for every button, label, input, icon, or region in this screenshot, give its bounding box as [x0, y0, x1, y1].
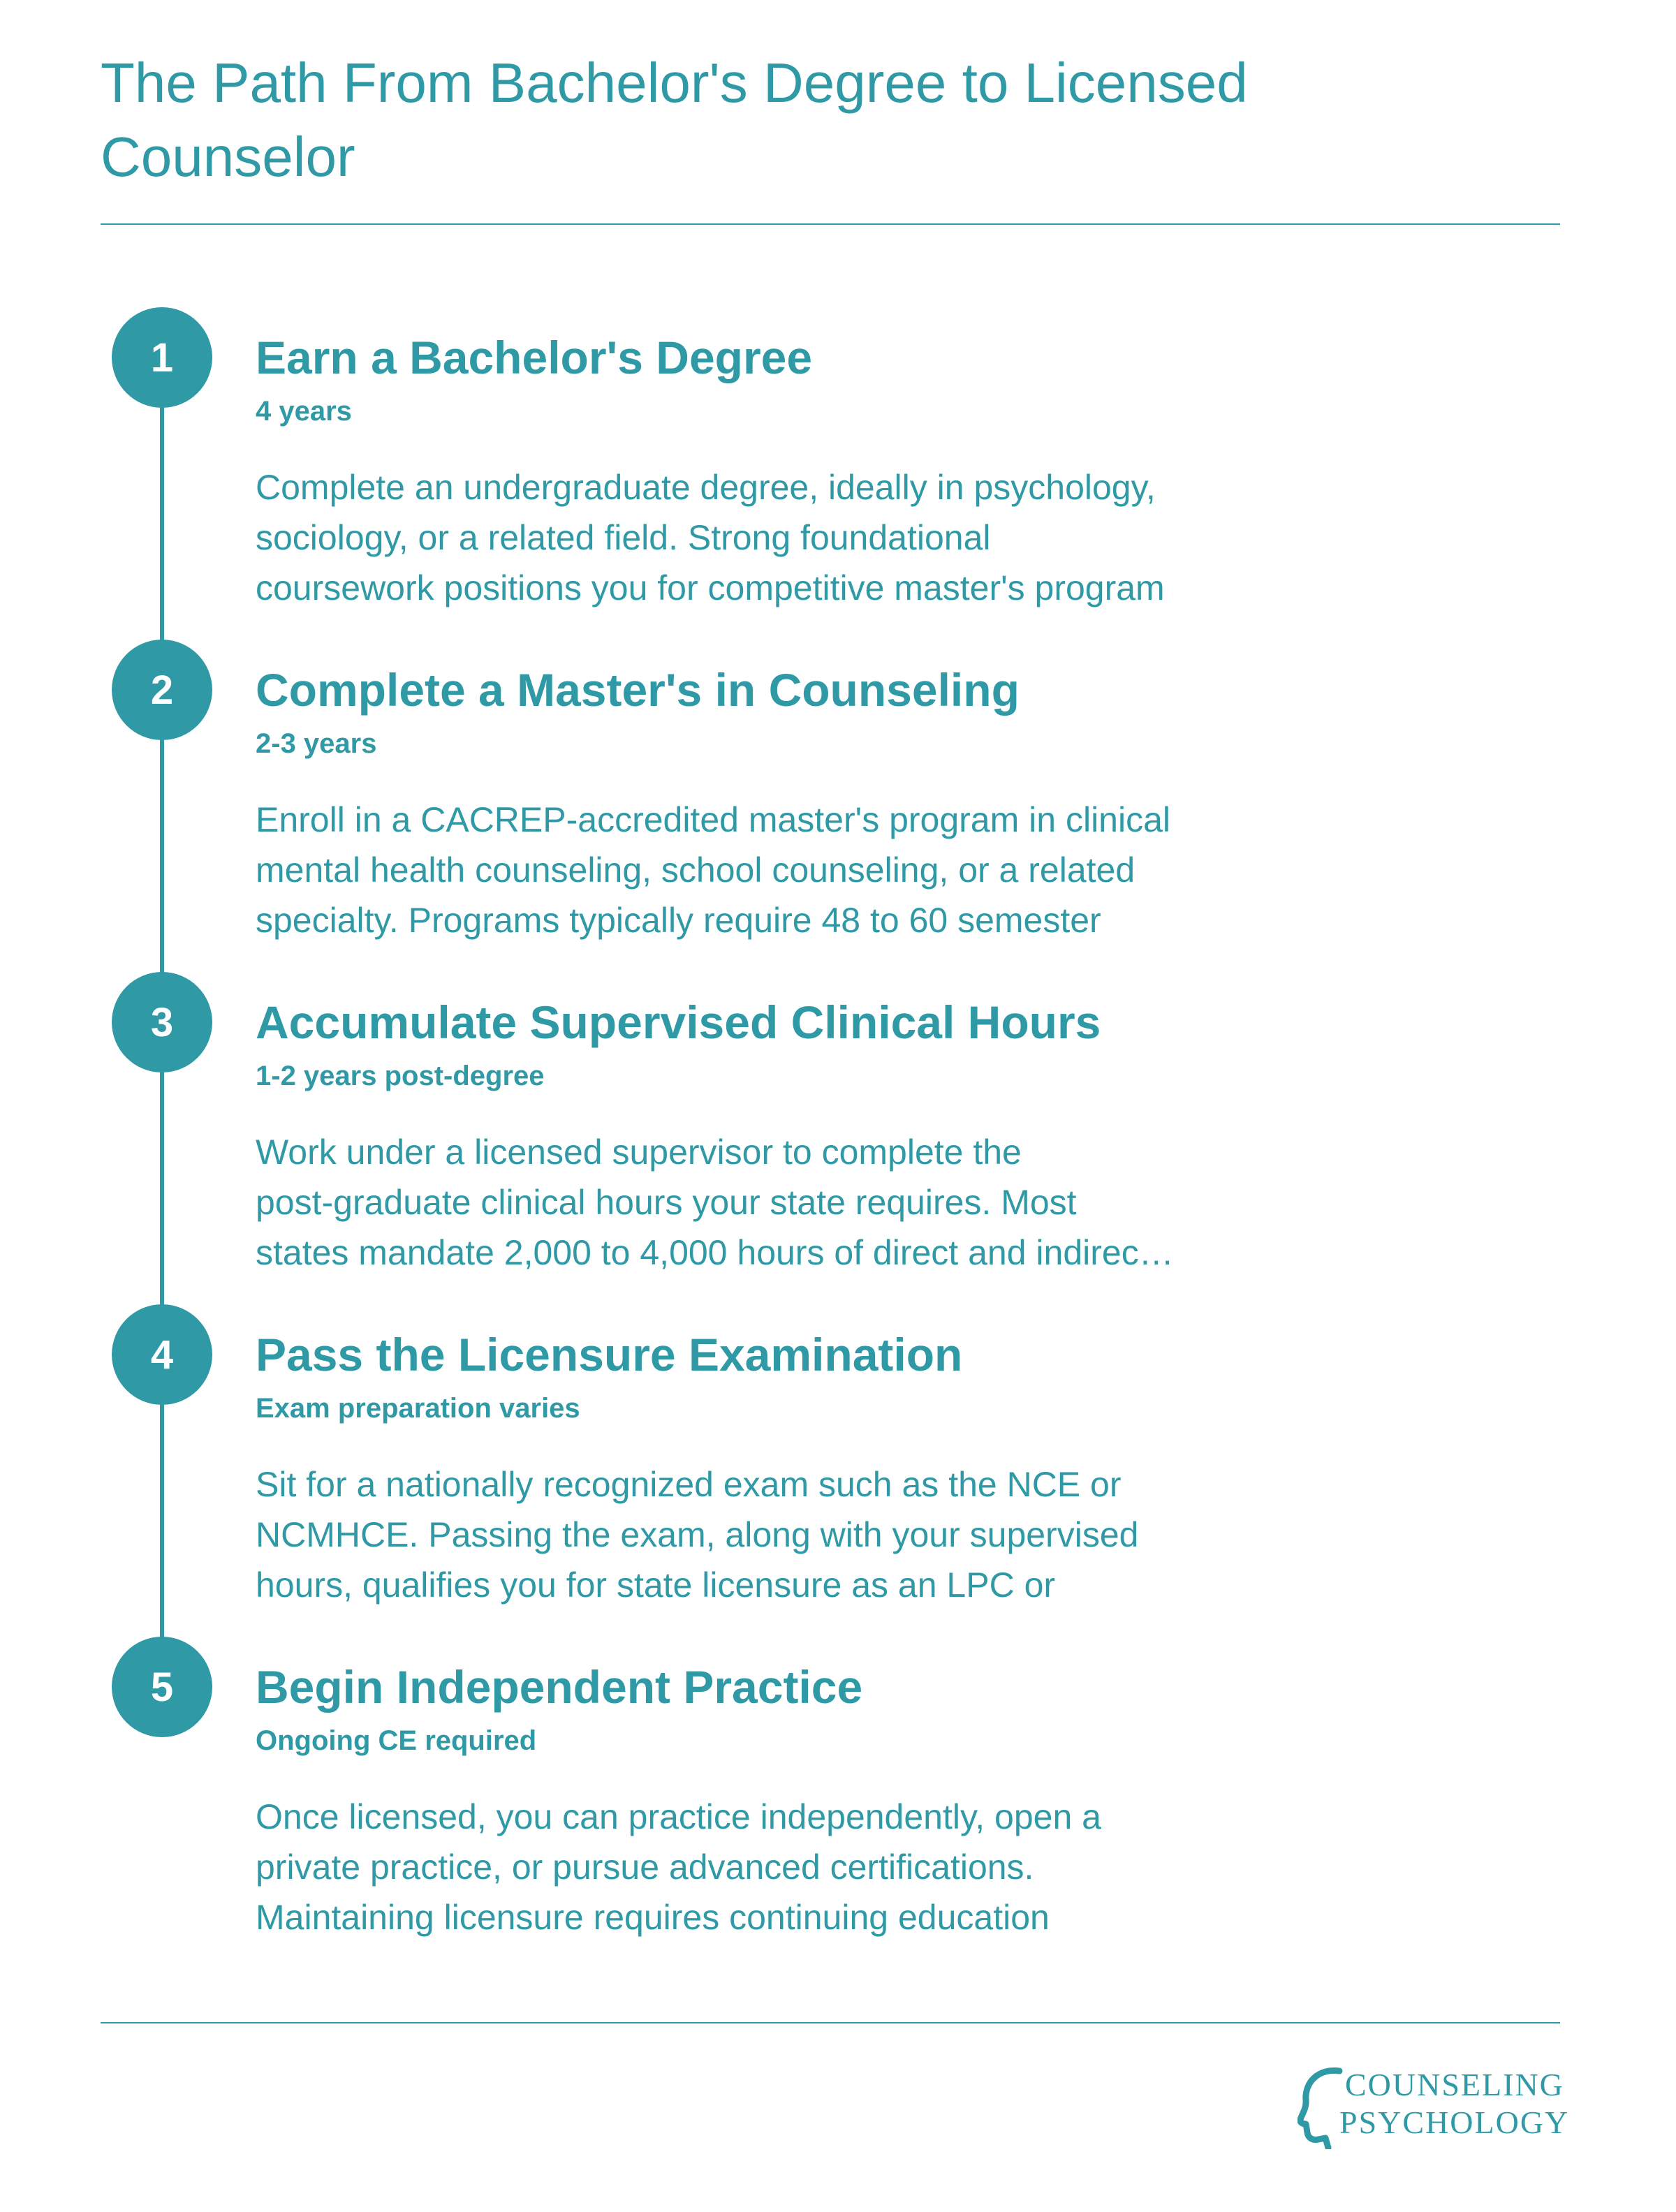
counseling-psychology-logo [1298, 2060, 1570, 2158]
description-line: hours, qualifies you for state licensure as an LPC or [256, 1565, 1056, 1605]
description-line: states mandate 2,000 to 4,000 hours of direct and indirec… [256, 1233, 1174, 1272]
step-title: Pass the Licensure Examination [256, 1329, 963, 1380]
description-line: Once licensed, you can practice independently, open a [256, 1797, 1101, 1836]
description-line: Complete an undergraduate degree, ideally in psychology, [256, 468, 1156, 507]
step-description [256, 1459, 1303, 1610]
step-number-badge: 2 [112, 640, 212, 740]
header-divider [101, 223, 1560, 225]
description-line: Sit for a nationally recognized exam such as the NCE or [256, 1465, 1122, 1504]
logo-line-1: COUNSELING [1345, 2067, 1564, 2102]
description-line: sociology, or a related field. Strong foundational [256, 518, 991, 557]
step-description [256, 462, 1303, 613]
step-duration: 2-3 years [256, 728, 377, 759]
step-number-badge: 5 [112, 1637, 212, 1737]
step-title: Earn a Bachelor's Degree [256, 332, 813, 383]
description-line: specialty. Programs typically require 48 to 60 semester [256, 901, 1101, 940]
step-description [256, 1127, 1303, 1278]
description-line: post-graduate clinical hours your state requires. Most [256, 1183, 1077, 1222]
description-line: coursework positions you for competitive master's program [256, 568, 1165, 607]
step-duration: Exam preparation varies [256, 1393, 580, 1424]
description-line: private practice, or pursue advanced certifications. [256, 1848, 1034, 1887]
description-line: Work under a licensed supervisor to complete the [256, 1133, 1022, 1172]
page-title: The Path From Bachelor's Degree to Licensed Counselor [101, 52, 1248, 188]
step-description [256, 1792, 1303, 1942]
step-number-badge: 4 [112, 1304, 212, 1405]
step-title: Complete a Master's in Counseling [256, 664, 1020, 716]
step-title: Accumulate Supervised Clinical Hours [256, 996, 1101, 1048]
step-number-badge: 3 [112, 972, 212, 1072]
step-number-badge: 1 [112, 307, 212, 408]
footer-divider [101, 2022, 1560, 2023]
description-line: NCMHCE. Passing the exam, along with your supervised [256, 1515, 1139, 1554]
description-line: mental health counseling, school counseling, or a related [256, 850, 1135, 890]
step-description [256, 795, 1303, 945]
description-line: Enroll in a CACREP-accredited master's program in clinical [256, 800, 1171, 839]
description-line: Maintaining licensure requires continuing education [256, 1898, 1050, 1937]
step-duration: 4 years [256, 396, 352, 427]
logo-line-2: PSYCHOLOGY [1339, 2104, 1570, 2140]
step-duration: Ongoing CE required [256, 1725, 537, 1756]
step-duration: 1-2 years post-degree [256, 1061, 545, 1091]
step-title: Begin Independent Practice [256, 1661, 863, 1713]
